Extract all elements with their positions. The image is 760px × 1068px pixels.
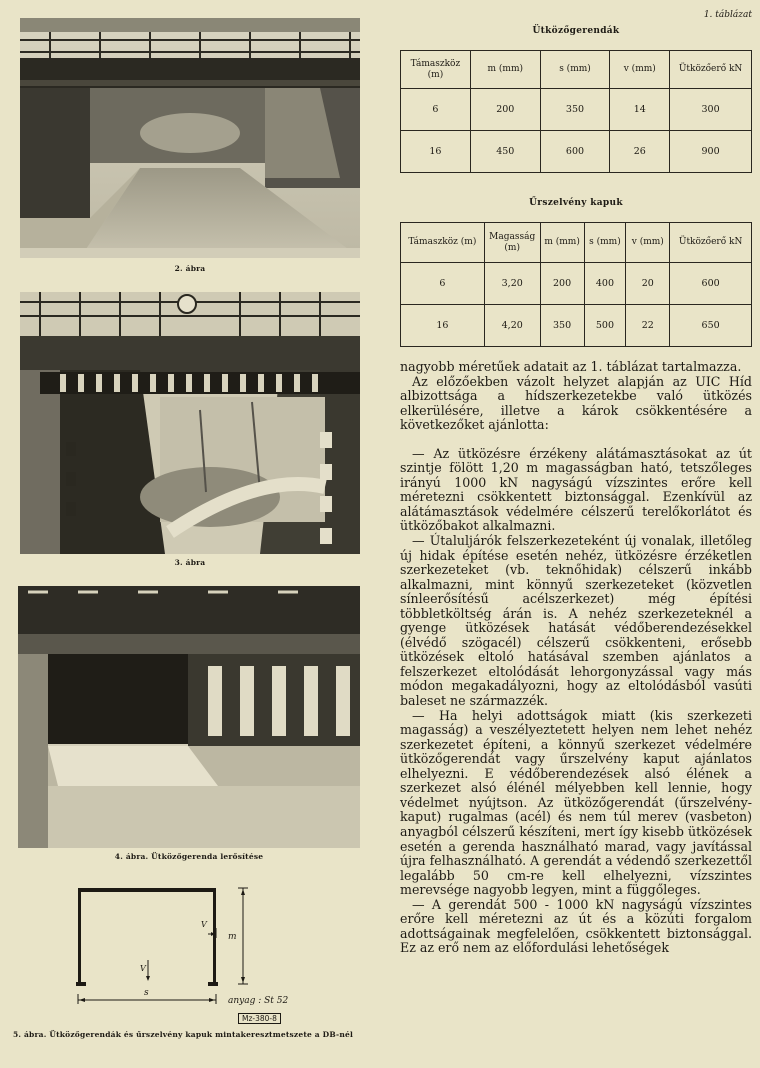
figure-3-caption: 3. ábra bbox=[174, 558, 206, 567]
figure-5-drawing bbox=[60, 876, 290, 1026]
table1-header: v (mm) bbox=[610, 51, 670, 89]
table1-cell: 450 bbox=[470, 131, 540, 173]
table2-title: Űrszelvény kapuk bbox=[529, 198, 623, 208]
paragraph: — Ha helyi adottságok miatt (kis szerkezeti magasság) a veszélyeztetett helyen nem lehet nehéz szerkezetet építeni, a könnyű szerkezet védelmére ütközőgerendát vagy űrszelvény kaput ajánlatos elhelyezni. E védőberendezések alsó élének a szerkezet alsó élénél mélyebben kell lennie, hogy védelmet nyújtson. Az ütközőgerendát (űrszelvény-kaput) rugalmas (acél) és nem túl merev (vasbeton) anyagból célszerű készíteni, mert így kisebb ütközések esetén a gerenda használható marad, vagy javítással újra felhasználható. A gerendát a védendő szerkezettől legalább 50 cm-re kell elhelyezni, vízszintes merevsége nagyobb legyen, mint a függőleges. bbox=[400, 707, 752, 898]
table-row bbox=[401, 263, 752, 305]
paragraph: — Útaluljárók felszerkezeteként új vonalak, illetőleg új hidak építése esetén nehéz, ütközésre érzéketlen szerkezeteket (vb. teknőhidak) célszerű inkább alkalmazni, mint könnyű szerkezeteket (közvetlen sínleerősítésű acélszerkezet) még építési többletköltség árán is. A nehéz szerkezeteknél a gyenge ütközések hatását védőberendezésekkel (élvédő szögacél) célszerű csökkenteni, erősebb ütközések eltoló hatásával szemben ajánlatos a felszerkezet eltolódását lehorgonyzással vagy más módon megakadályozni, hogy az eltolódásból vasúti baleset ne származzék. bbox=[400, 533, 752, 709]
label-s: s bbox=[144, 988, 149, 998]
table-number-label: 1. táblázat bbox=[703, 10, 752, 20]
table1-cell: 350 bbox=[540, 89, 610, 131]
table2-cell: 200 bbox=[540, 263, 584, 305]
paragraph: — Az ütközésre érzékeny alátámasztásokat az út szintje fölött 1,20 m magasságban ható, tetszőleges irányú 1000 kN nagyságú vízszintes erőre kell méretezni csökkentett biztonsággal. Ezenkívül az alátámasztások védelmére célszerű terelőkorlátot és ütközőbakot alkalmazni. bbox=[400, 445, 752, 534]
label-m: m bbox=[228, 932, 237, 942]
table2-cell: 20 bbox=[626, 263, 670, 305]
table1-cell: 6 bbox=[401, 89, 471, 131]
table1-header: m (mm) bbox=[470, 51, 540, 89]
table2-header: Támaszköz (m) bbox=[401, 223, 485, 263]
table1-cell: 300 bbox=[670, 89, 752, 131]
table1-header: Ütközőerő kN bbox=[670, 51, 752, 89]
paragraph: Az előzőekben vázolt helyzet alapján az UIC Híd albizottsága a hídszerkezetekbe való ütközés elkerülésére, illetve a károk csökkentésére a következőket ajánlotta: bbox=[400, 373, 752, 433]
label-drawing-ref: Mz-380-8 bbox=[238, 1013, 281, 1024]
table1 bbox=[400, 50, 752, 173]
table2-cell: 350 bbox=[540, 305, 584, 347]
table-row bbox=[401, 131, 752, 173]
table2-cell: 3,20 bbox=[484, 263, 540, 305]
table2-cell: 650 bbox=[670, 305, 752, 347]
label-material: anyag : St 52 bbox=[228, 996, 289, 1006]
table2-cell: 600 bbox=[670, 263, 752, 305]
table2-cell: 500 bbox=[584, 305, 626, 347]
table2-header: Magasság (m) bbox=[484, 223, 540, 263]
label-v-bottom: V bbox=[140, 964, 146, 973]
table1-cell: 200 bbox=[470, 89, 540, 131]
figure-2-photo bbox=[20, 18, 360, 258]
table2 bbox=[400, 222, 752, 347]
figure-3-photo bbox=[20, 292, 360, 554]
table1-cell: 26 bbox=[610, 131, 670, 173]
table2-header: m (mm) bbox=[540, 223, 584, 263]
table-row bbox=[401, 89, 752, 131]
figure-5-caption: 5. ábra. Ütközőgerendák és űrszelvény kapuk mintakeresztmetszete a DB-nél bbox=[12, 1030, 354, 1039]
table1-cell: 600 bbox=[540, 131, 610, 173]
table2-header: Ütközőerő kN bbox=[670, 223, 752, 263]
figure-4-caption: 4. ábra. Ütközőgerenda lerősítése bbox=[114, 852, 264, 861]
table2-cell: 16 bbox=[401, 305, 485, 347]
paragraph: — A gerendát 500 - 1000 kN nagyságú vízszintes erőre kell méretezni az út és a közúti forgalom adottságainak megfelelően, csökkentett biztonsággal. Ez az erő nem az előfordulási lehetőségek bbox=[400, 896, 752, 956]
table-row bbox=[401, 305, 752, 347]
table2-cell: 400 bbox=[584, 263, 626, 305]
table1-header: s (mm) bbox=[540, 51, 610, 89]
table1-cell: 14 bbox=[610, 89, 670, 131]
body-text bbox=[400, 360, 752, 956]
figure-2-caption: 2. ábra bbox=[174, 264, 206, 273]
table2-cell: 4,20 bbox=[484, 305, 540, 347]
table2-cell: 6 bbox=[401, 263, 485, 305]
figure-4-photo bbox=[18, 586, 360, 848]
label-v-side: V bbox=[201, 920, 207, 929]
table1-header: Támaszköz (m) bbox=[401, 51, 471, 89]
table1-cell: 900 bbox=[670, 131, 752, 173]
table2-header: v (mm) bbox=[626, 223, 670, 263]
table1-title: Ütközőgerendák bbox=[532, 26, 620, 36]
table2-header: s (mm) bbox=[584, 223, 626, 263]
paragraph: nagyobb méretűek adatait az 1. táblázat tartalmazza. bbox=[400, 359, 742, 374]
table1-cell: 16 bbox=[401, 131, 471, 173]
table2-cell: 22 bbox=[626, 305, 670, 347]
